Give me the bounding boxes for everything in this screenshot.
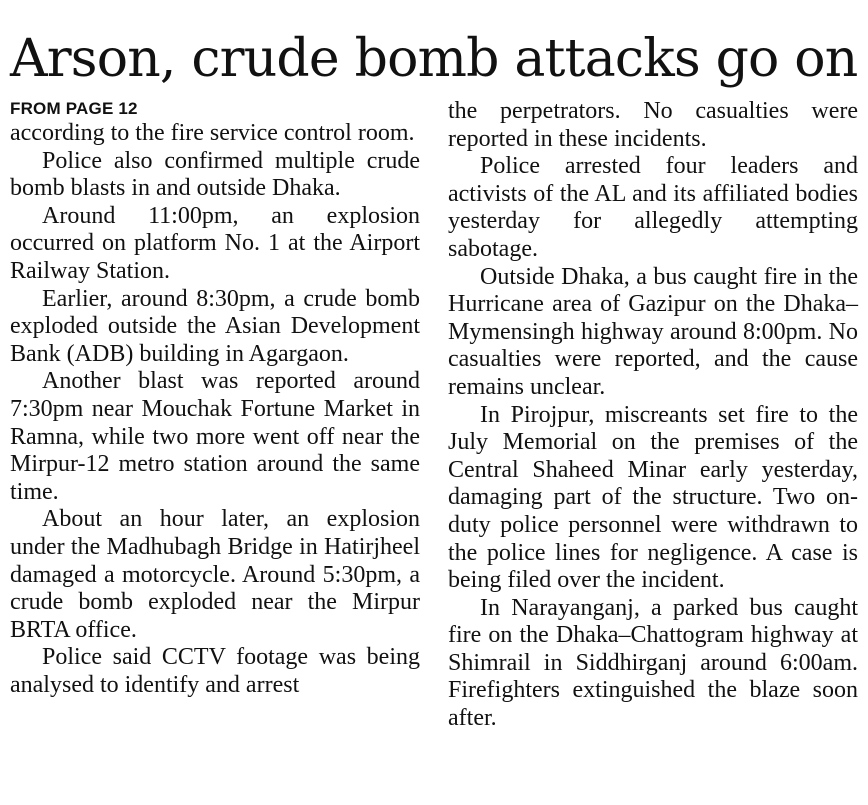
article-paragraph: according to the fire service control room. <box>10 120 415 146</box>
article-paragraph: In Pirojpur, miscreants set fire to the July Memorial on the premises of the Central Shaheed Minar early yesterday, damaging part of the structure. Two on-duty police personnel were withdrawn to the police lines for negligence. A case is being filed over the incident. <box>448 401 858 594</box>
article-paragraph: Police said CCTV footage was being analysed to identify and arrest <box>10 644 420 698</box>
article-paragraph: Police arrested four leaders and activists of the AL and its affiliated bodies yesterday for allegedly attempting sabotage. <box>448 153 858 262</box>
article-paragraph: About an hour later, an explosion under the Madhubagh Bridge in Hatirjheel damaged a motorcycle. Around 5:30pm, a crude bomb exploded near the Mirpur BRTA office. <box>10 506 420 643</box>
article-column-right <box>448 98 858 733</box>
article-paragraph: Around 11:00pm, an explosion occurred on platform No. 1 at the Airport Railway Station. <box>10 202 420 284</box>
article-paragraph: Another blast was reported around 7:30pm near Mouchak Fortune Market in Ramna, while two more went off near the Mirpur-12 metro station around the same time. <box>10 368 420 505</box>
article-paragraph: Earlier, around 8:30pm, a crude bomb exploded outside the Asian Development Bank (ADB) building in Agargaon. <box>10 285 420 367</box>
article-paragraph: the perpetrators. No casualties were reported in these incidents. <box>448 98 858 152</box>
article-paragraph: Police also confirmed multiple crude bomb blasts in and outside Dhaka. <box>10 147 420 202</box>
article-paragraph: Outside Dhaka, a bus caught fire in the Hurricane area of Gazipur on the Dhaka–Mymensingh highway around 8:00pm. No casualties were reported, and the cause remains unclear. <box>448 263 858 400</box>
jump-label: FROM PAGE 12 <box>10 99 138 118</box>
headline: Arson, crude bomb attacks go on <box>10 29 858 89</box>
article-paragraph: In Narayanganj, a parked bus caught fire on the Dhaka–Chattogram highway at Shimrail in Siddhirganj around 6:00am. Firefighters extinguished the blaze soon after. <box>448 594 858 732</box>
article-column-left <box>10 98 420 699</box>
